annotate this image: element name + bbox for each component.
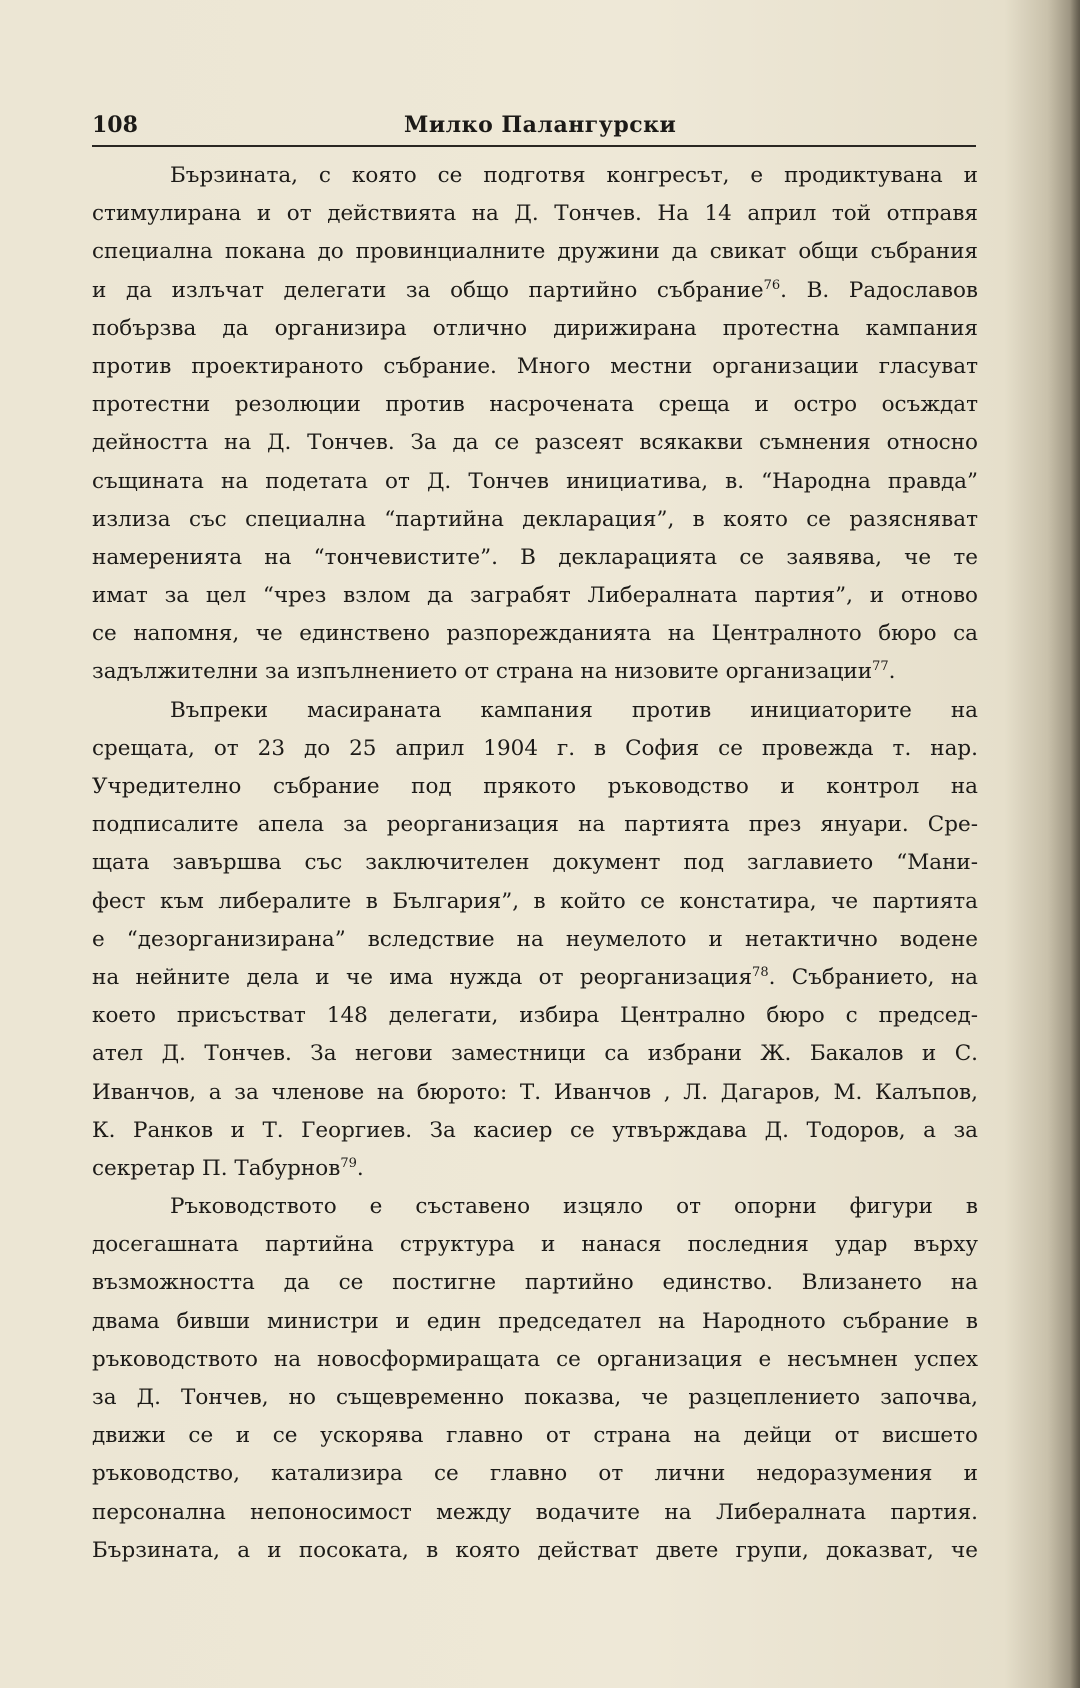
text-line-content: Учредително събрание под прякото ръководство и контрол на: [92, 774, 978, 799]
text-line-content: същината на подетата от Д. Тончев инициатива, в. “Народна правда”: [92, 468, 978, 494]
text-line-content: за Д. Тончев, но същевременно показва, че разцеплението започва,: [92, 1385, 978, 1410]
text-line-continuation: . В. Радославов: [780, 277, 978, 303]
footnote-marker: 79: [340, 1155, 357, 1171]
text-line-content: щата завършва със заключителен документ под заглавието “Мани-: [92, 850, 978, 876]
running-head: Милко Палангурски: [404, 112, 677, 138]
text-line-continuation: . Събранието, на: [768, 964, 978, 990]
text-line-content: против проектираното събрание. Много местни организации гласуват: [92, 353, 978, 379]
text-line-content: Ръководството е съставено изцяло от опорни фигури в: [170, 1194, 978, 1220]
text-line: [92, 195, 978, 233]
text-line-content: Иванчов, а за членове на бюрото: Т. Иванчов , Л. Дагаров, М. Калъпов,: [92, 1079, 978, 1105]
text-line: [92, 501, 978, 539]
text-line-content: подписалите апела за реорганизация на партията през януари. Сре-: [92, 812, 978, 838]
text-line-content: ръководство, катализира се главно от лични недоразумения и: [92, 1461, 978, 1487]
footnote-marker: 77: [872, 659, 889, 675]
text-line-continuation: .: [356, 1155, 364, 1181]
text-line-content: досегашната партийна структура и нанася последния удар върху: [92, 1232, 978, 1258]
text-line-content: имат за цел “чрез взлом да заграбят Либералната партия”, и отново: [92, 583, 978, 609]
text-line-content: побързва да организира отлично дирижирана протестна кампания: [92, 315, 978, 341]
text-line: [92, 539, 978, 577]
text-line-content: персонална непоносимост между водачите на Либералната партия.: [92, 1499, 978, 1525]
text-line: [92, 1188, 978, 1226]
text-line-content: специална покана до провинциалните дружини да свикат общи събрания: [92, 239, 978, 265]
text-line-content: се напомня, че единствено разпорежданията на Централното бюро са: [92, 621, 978, 647]
text-line: [92, 1379, 978, 1417]
text-line: [92, 1074, 978, 1112]
text-line: [92, 692, 978, 730]
text-line-content: фест към либералите в България”, в който се констатира, че партията: [92, 888, 978, 914]
header-rule: [92, 145, 976, 147]
text-line: [92, 310, 978, 348]
text-line-content: Въпреки масираната кампания против инициаторите на: [170, 697, 978, 723]
footnote-marker: 76: [763, 277, 781, 293]
text-line-content: ател Д. Тончев. За негови заместници са избрани Ж. Бакалов и С.: [92, 1041, 978, 1067]
text-line-content: движи се и се ускорява главно от страна на дейци от висшето: [92, 1423, 978, 1449]
text-line: [92, 959, 978, 997]
text-line: [92, 1532, 978, 1570]
text-line: [92, 1264, 978, 1302]
text-line-content: протестни резолюции против насрочената среща и остро осъждат: [92, 392, 978, 418]
text-line-content: стимулирана и от действията на Д. Тончев. На 14 април той отправя: [92, 201, 978, 227]
text-line: [92, 386, 978, 424]
text-line: [92, 1341, 978, 1379]
text-line: [92, 233, 978, 271]
text-line-content: е “дезорганизирана” вследствие на неумелото и нетактично водене: [92, 926, 978, 952]
text-line-content: и да излъчат делегати за общо партийно събрание: [92, 277, 764, 303]
text-line: [92, 844, 978, 882]
text-line: [92, 1035, 978, 1073]
text-line-content: задължителни за изпълнението от страна на низовите организации: [92, 659, 873, 685]
text-line-content: възможността да се постигне партийно единство. Влизането на: [92, 1270, 978, 1296]
text-line-content: излиза със специална “партийна декларация”, в която се разясняват: [92, 506, 978, 532]
text-line-content: Бързината, с която се подготвя конгресът, е продиктувана и: [170, 163, 978, 188]
text-line: [92, 806, 978, 844]
text-line-content: което присъстват 148 делегати, избира Централно бюро с председ-: [92, 1003, 978, 1029]
text-line: [92, 157, 978, 195]
text-line: [92, 424, 978, 462]
text-line: [92, 1455, 978, 1493]
text-line: [92, 272, 978, 310]
text-line: [92, 577, 978, 615]
text-line: [92, 463, 978, 501]
text-line: [92, 883, 978, 921]
text-line-content: на нейните дела и че има нужда от реорганизация: [92, 964, 753, 990]
text-line: [92, 1150, 978, 1188]
text-line: [92, 768, 978, 806]
text-line-continuation: .: [888, 659, 896, 685]
text-line-content: намеренията на “тончевистите”. В декларацията се заявява, че те: [92, 544, 978, 570]
text-line: [92, 997, 978, 1035]
text-line: [92, 653, 978, 691]
page-header: [92, 108, 976, 144]
text-line: [92, 615, 978, 653]
body-text: [92, 157, 978, 1570]
text-line: [92, 1226, 978, 1264]
page-edge-shadow: [1070, 0, 1080, 1688]
text-line: [92, 348, 978, 386]
text-line-content: срещата, от 23 до 25 април 1904 г. в София се провежда т. нар.: [92, 735, 978, 761]
text-line-content: двама бивши министри и един председател на Народното събрание в: [92, 1308, 978, 1334]
text-line: [92, 1112, 978, 1150]
text-line-content: дейността на Д. Тончев. За да се разсеят всякакви съмнения относно: [92, 430, 978, 456]
text-line: [92, 921, 978, 959]
text-line: [92, 1417, 978, 1455]
text-line: [92, 1494, 978, 1532]
page-number: 108: [92, 112, 138, 138]
text-line-content: секретар П. Табурнов: [92, 1155, 341, 1181]
text-line-content: Бързината, а и посоката, в която действат двете групи, доказват, че: [92, 1537, 978, 1563]
text-line: [92, 730, 978, 768]
text-line-content: К. Ранков и Т. Георгиев. За касиер се утвърждава Д. Тодоров, а за: [92, 1117, 978, 1143]
text-line-content: ръководството на новосформиращата се организация е несъмнен успех: [92, 1346, 978, 1372]
text-line: [92, 1303, 978, 1341]
footnote-marker: 78: [752, 964, 769, 980]
